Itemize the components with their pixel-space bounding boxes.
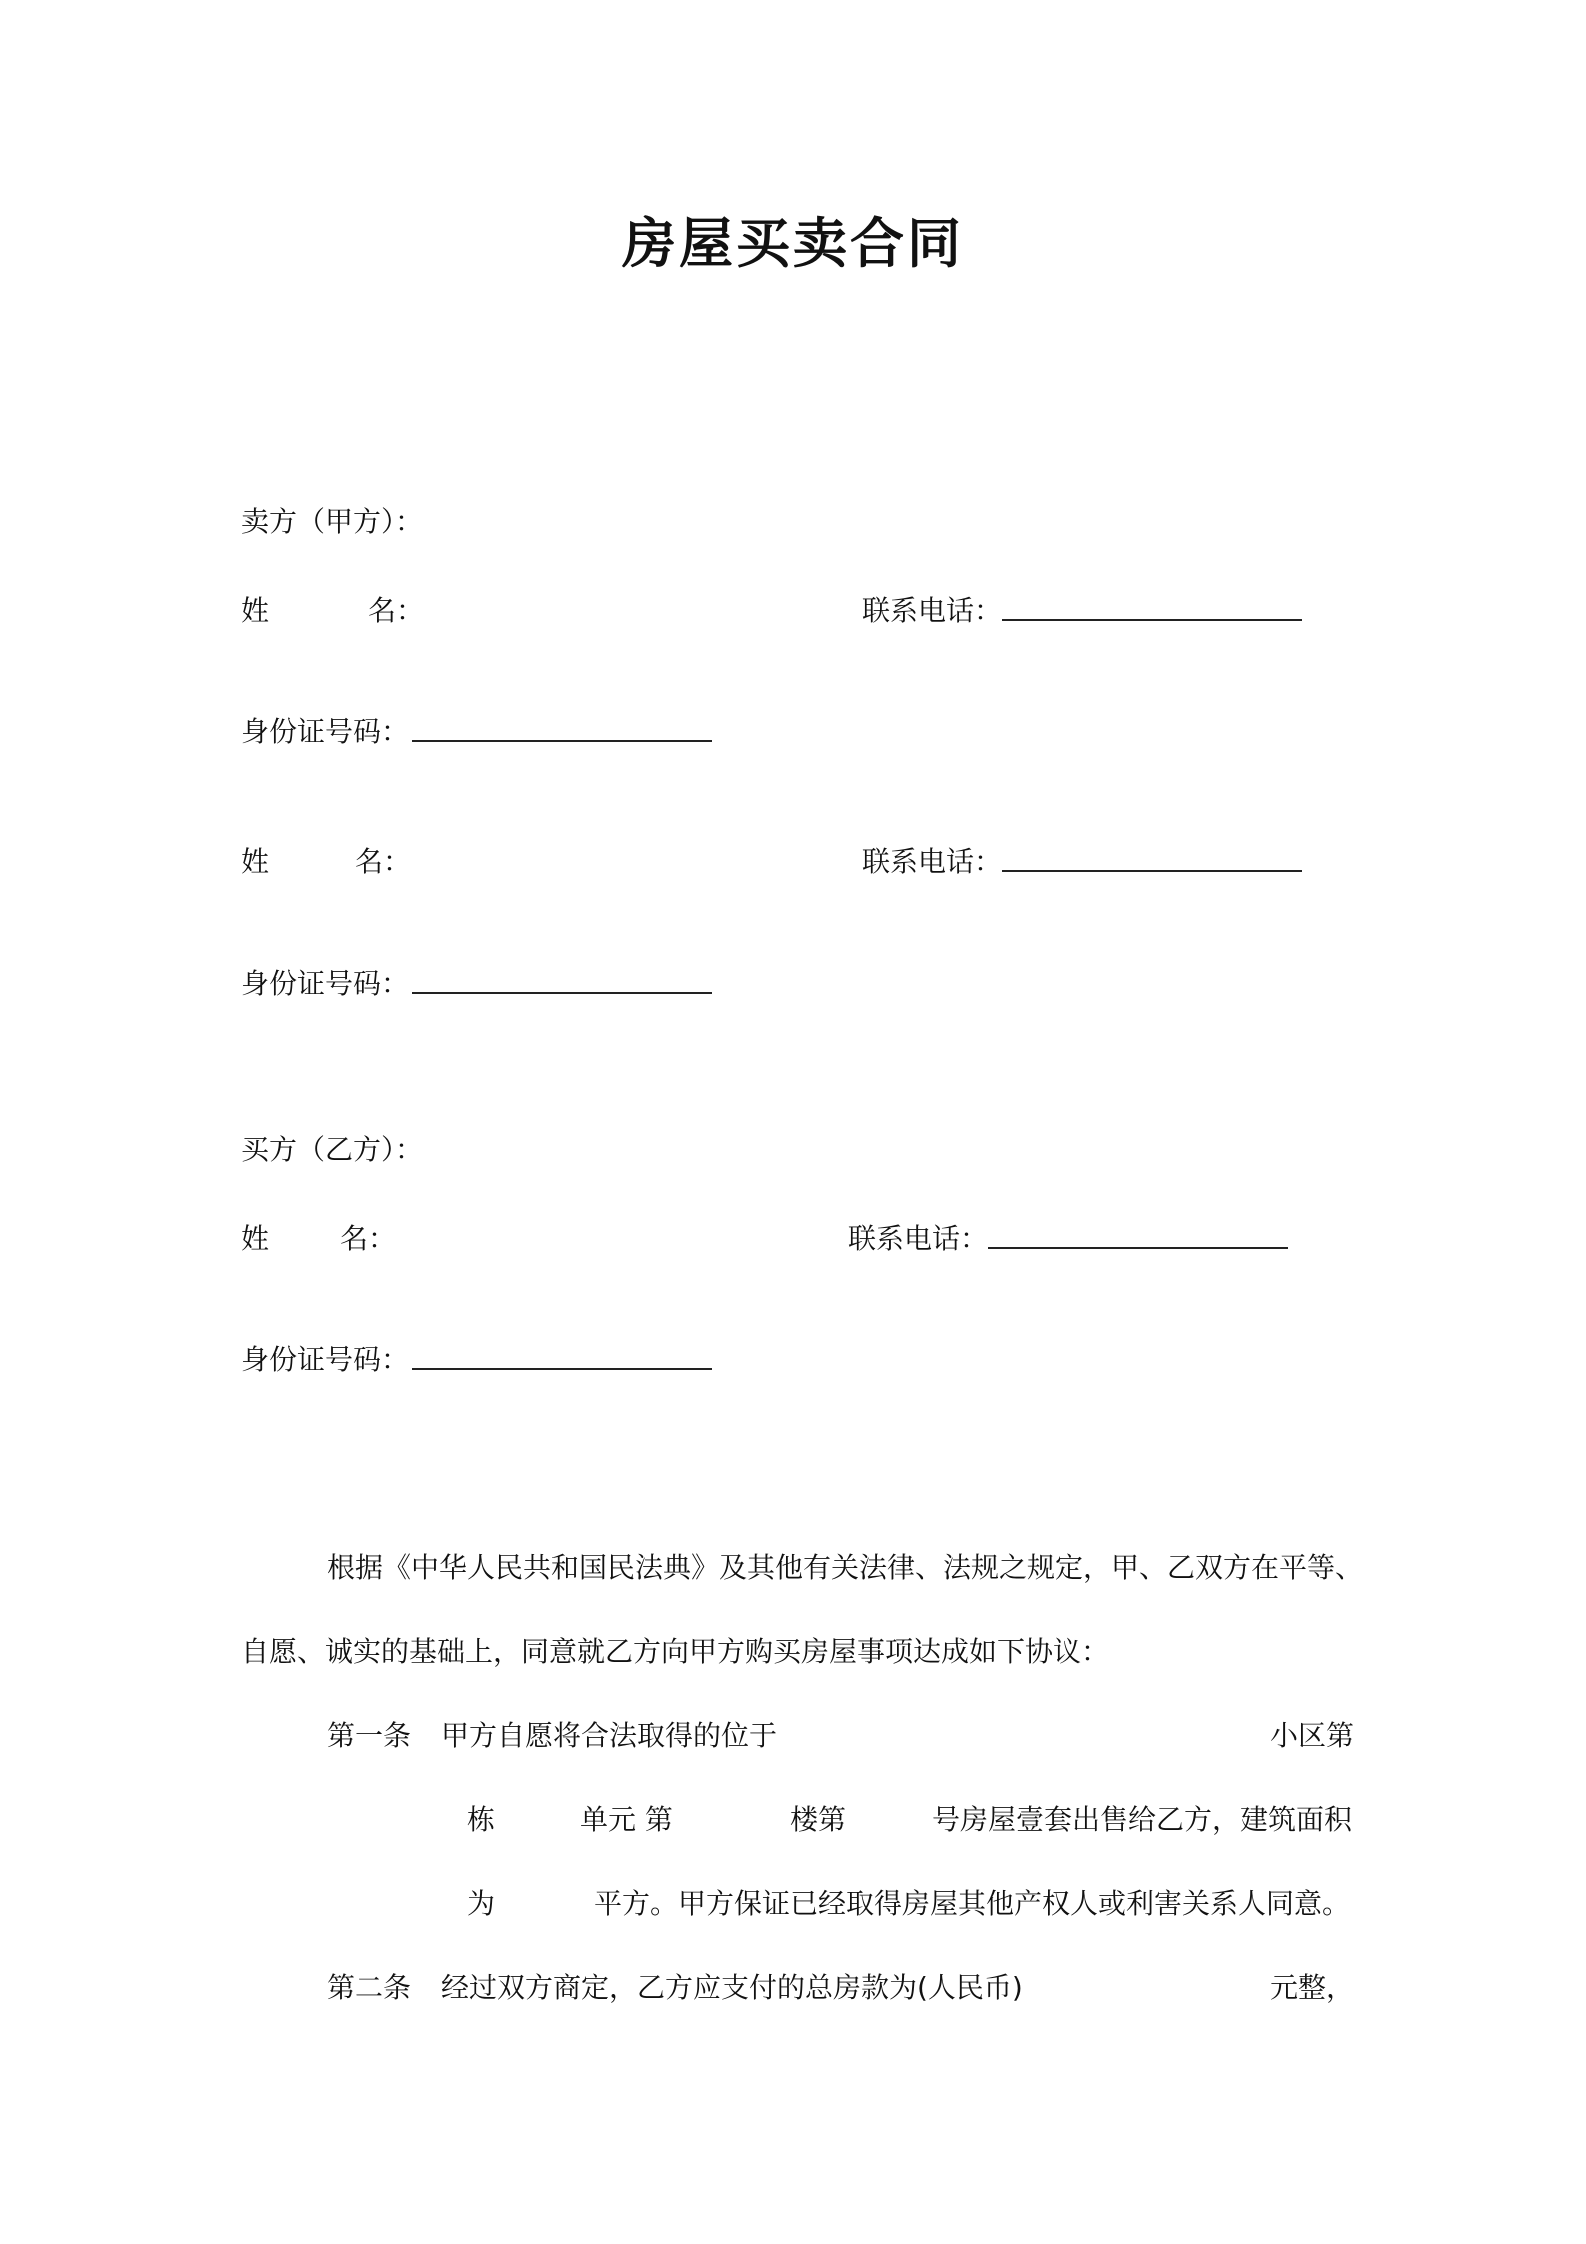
document-title: 房屋买卖合同 (622, 212, 964, 275)
seller2-phone-label: 联系电话： (862, 845, 1003, 878)
article2-text-b: 元整， (1270, 1971, 1355, 2004)
buyer-name-label-b: 名： (340, 1222, 397, 1255)
buyer-id-label: 身份证号码： (241, 1343, 410, 1376)
seller1-name-label-b: 名： (368, 594, 425, 627)
seller1-phone-label: 联系电话： (862, 594, 1003, 627)
article1-label: 第一条 (327, 1719, 412, 1752)
preamble-line-1: 根据《中华人民共和国民法典》及其他有关法律、法规之规定，甲、乙双方在平等、 (327, 1551, 1364, 1584)
buyer-name-label-a: 姓 (241, 1222, 270, 1255)
seller2-id-label: 身份证号码： (241, 967, 410, 1000)
article2-text-a: 经过双方商定，乙方应支付的总房款为(人民币) (441, 1971, 1023, 2004)
seller2-phone-field[interactable] (1002, 844, 1302, 881)
seller2-id-field[interactable] (412, 966, 712, 1003)
article1-unit: 单元 第 (580, 1803, 673, 1836)
seller2-name-label-b: 名： (355, 845, 412, 878)
article1-room-area: 号房屋壹套出售给乙方，建筑面积 (932, 1803, 1353, 1836)
buyer-id-field[interactable] (412, 1342, 712, 1379)
seller1-id-field[interactable] (412, 714, 712, 751)
article1-building: 栋 (467, 1803, 496, 1836)
seller1-phone-field[interactable] (1002, 593, 1302, 630)
preamble-line-2: 自愿、诚实的基础上，同意就乙方向甲方购买房屋事项达成如下协议： (241, 1635, 1110, 1668)
article1-area-label: 为 (467, 1887, 496, 1920)
seller1-name-label-a: 姓 (241, 594, 270, 627)
seller-heading: 卖方（甲方）： (241, 505, 424, 538)
buyer-heading: 买方（乙方）： (241, 1133, 424, 1166)
seller2-name-label-a: 姓 (241, 845, 270, 878)
article1-guarantee: 平方。甲方保证已经取得房屋其他产权人或利害关系人同意。 (594, 1887, 1351, 1920)
article1-text-b: 小区第 (1270, 1719, 1355, 1752)
seller1-id-label: 身份证号码： (241, 715, 410, 748)
buyer-phone-label: 联系电话： (848, 1222, 989, 1255)
article2-label: 第二条 (327, 1971, 412, 2004)
article1-floor: 楼第 (790, 1803, 847, 1836)
article1-text-a: 甲方自愿将合法取得的位于 (441, 1719, 778, 1752)
buyer-phone-field[interactable] (988, 1221, 1288, 1258)
